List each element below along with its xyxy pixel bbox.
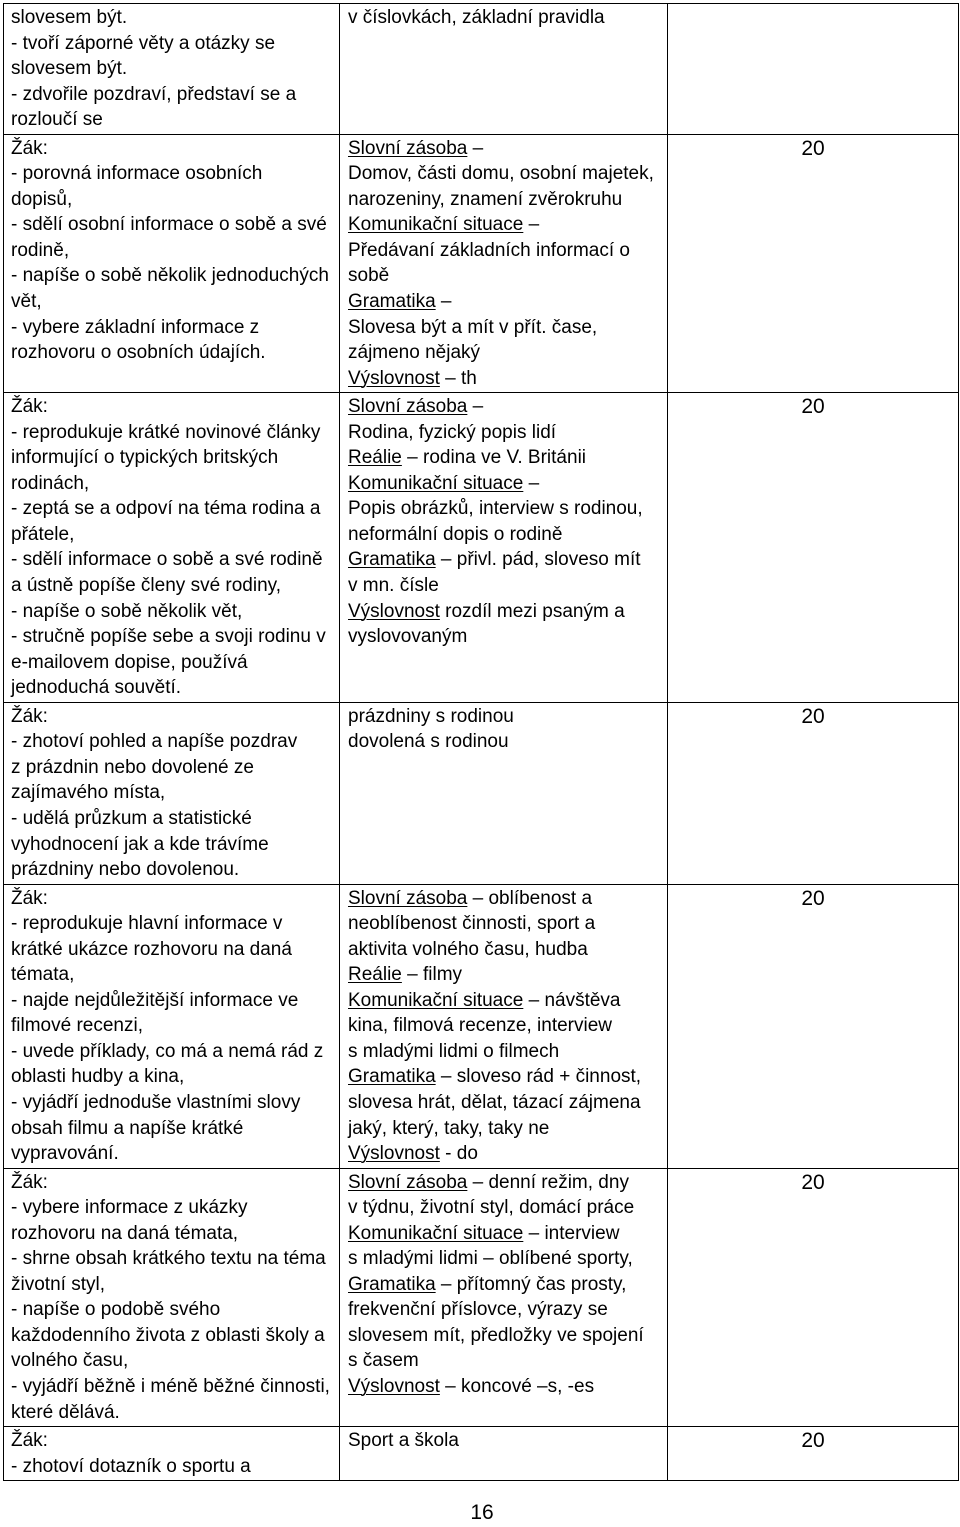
- outcome-line: - tvoří záporné věty a otázky se: [11, 32, 276, 54]
- content-line: [348, 599, 663, 625]
- outcome-line: jednoduchá souvětí.: [11, 677, 182, 699]
- topic-label: Slovní zásoba: [348, 887, 468, 909]
- hours-cell: [668, 4, 959, 135]
- content-cell: [340, 702, 668, 884]
- content-line: kina, filmová recenze, interview: [348, 1015, 612, 1037]
- topic-text: –: [528, 472, 540, 494]
- topic-text: – denní režim, dny: [472, 1171, 629, 1193]
- topic-text: –: [528, 214, 540, 236]
- outcome-line: informující o typických britských: [11, 447, 279, 469]
- table-row: [4, 4, 959, 135]
- outcome-line: a ústně popíše členy své rodiny,: [11, 575, 282, 597]
- topic-label: Slovní zásoba: [348, 396, 468, 418]
- outcome-line: Žák:: [11, 396, 48, 418]
- page-number: 16: [470, 1501, 494, 1524]
- topic-label: Gramatika: [348, 1066, 436, 1088]
- outcome-line: Žák:: [11, 1430, 48, 1452]
- hours-cell: [668, 393, 959, 703]
- outcomes-cell: [4, 702, 340, 884]
- content-line: [348, 1221, 663, 1247]
- table-row: [4, 1427, 959, 1481]
- outcome-line: - reprodukuje hlavní informace v: [11, 913, 283, 935]
- topic-label: Komunikační situace: [348, 214, 524, 236]
- outcome-line: e-mailovem dopise, používá: [11, 651, 248, 673]
- outcomes-cell: [4, 1168, 340, 1426]
- curriculum-table-body: [4, 4, 959, 1481]
- outcome-line: - vybere základní informace z: [11, 316, 260, 338]
- content-cell: [340, 393, 668, 703]
- outcome-line: - vybere informace z ukázky: [11, 1197, 248, 1219]
- content-line: s mladými lidmi o filmech: [348, 1040, 560, 1062]
- outcome-line: rozloučí se: [11, 109, 103, 131]
- content-cell: [340, 134, 668, 392]
- outcome-line: - napíše o sobě několik jednoduchých: [11, 265, 329, 287]
- outcome-line: slovesem být.: [11, 58, 128, 80]
- topic-text: rozdíl mezi psaným a: [445, 600, 625, 622]
- outcome-line: - shrne obsah krátkého textu na téma: [11, 1248, 326, 1270]
- hours-value: 20: [801, 395, 825, 419]
- topic-text: –: [472, 137, 484, 159]
- content-line: Slovesa být a mít v přít. čase,: [348, 316, 598, 338]
- topic-text: –: [440, 291, 452, 313]
- table-row: [4, 1168, 959, 1426]
- topic-label: Reálie: [348, 964, 402, 986]
- topic-text: – koncové –s, -es: [445, 1375, 595, 1397]
- outcome-line: Žák:: [11, 1171, 48, 1193]
- topic-label: Gramatika: [348, 1273, 436, 1295]
- content-line: [348, 886, 663, 912]
- hours-value: 20: [801, 1170, 825, 1194]
- outcome-line: - zhotoví dotazník o sportu a: [11, 1455, 251, 1477]
- curriculum-table: [3, 3, 959, 1481]
- content-line: slovesem mít, předložky ve spojení: [348, 1324, 644, 1346]
- content-line: [348, 547, 663, 573]
- outcomes-cell: [4, 884, 340, 1168]
- content-line: s mladými lidmi – oblíbené sporty,: [348, 1248, 633, 1270]
- outcome-line: obsah filmu a napíše krátké: [11, 1117, 244, 1139]
- content-line: dovolená s rodinou: [348, 731, 509, 753]
- topic-label: Slovní zásoba: [348, 137, 468, 159]
- hours-value: 20: [801, 1429, 825, 1453]
- topic-label: Výslovnost: [348, 367, 440, 389]
- outcome-line: filmové recenzi,: [11, 1015, 143, 1037]
- hours-value: 20: [801, 136, 825, 160]
- content-line: sobě: [348, 265, 390, 287]
- outcome-line: rodině,: [11, 239, 70, 261]
- outcome-line: - stručně popíše sebe a svoji rodinu v: [11, 626, 326, 648]
- outcome-line: - zeptá se a odpoví na téma rodina a: [11, 498, 321, 520]
- outcome-line: - najde nejdůležitější informace ve: [11, 989, 299, 1011]
- outcome-line: vět,: [11, 291, 42, 313]
- topic-text: –: [472, 396, 484, 418]
- outcome-line: - udělá průzkum a statistické: [11, 807, 252, 829]
- content-line: Rodina, fyzický popis lidí: [348, 421, 557, 443]
- outcome-line: rozhovoru o osobních údajích.: [11, 342, 266, 364]
- topic-text: – návštěva: [528, 989, 621, 1011]
- outcome-line: rodinách,: [11, 472, 90, 494]
- topic-label: Výslovnost: [348, 1143, 440, 1165]
- topic-text: – filmy: [407, 964, 463, 986]
- outcome-line: rozhovoru na daná témata,: [11, 1222, 239, 1244]
- topic-text: – interview: [528, 1222, 620, 1244]
- content-line: [348, 1141, 663, 1167]
- outcome-line: životní styl,: [11, 1273, 105, 1295]
- outcome-line: - zhotoví pohled a napíše pozdrav: [11, 731, 298, 753]
- outcome-line: Žák:: [11, 705, 48, 727]
- topic-label: Komunikační situace: [348, 1222, 524, 1244]
- outcome-line: každodenního života z oblasti školy a: [11, 1324, 325, 1346]
- outcomes-cell: [4, 393, 340, 703]
- content-line: v týdnu, životní styl, domácí práce: [348, 1197, 635, 1219]
- outcome-line: prázdniny nebo dovolenou.: [11, 859, 240, 881]
- outcome-line: - uvede příklady, co má a nemá rád z: [11, 1040, 324, 1062]
- content-cell: [340, 1168, 668, 1426]
- content-line: [348, 471, 663, 497]
- content-line: prázdniny s rodinou: [348, 705, 514, 727]
- content-line: zájmeno nějaký: [348, 342, 481, 364]
- outcome-line: - sdělí informace o sobě a své rodině: [11, 549, 323, 571]
- hours-cell: [668, 134, 959, 392]
- content-line: s časem: [348, 1350, 419, 1372]
- topic-text: – oblíbenost a: [472, 887, 593, 909]
- content-line: [348, 366, 663, 392]
- table-row: [4, 702, 959, 884]
- topic-label: Komunikační situace: [348, 989, 524, 1011]
- outcome-line: - vyjádří běžně i méně běžné činnosti,: [11, 1375, 330, 1397]
- content-line: [348, 1170, 663, 1196]
- topic-text: – th: [445, 367, 477, 389]
- content-line: Sport a škola: [348, 1430, 459, 1452]
- topic-label: Slovní zásoba: [348, 1171, 468, 1193]
- outcome-line: Žák:: [11, 887, 48, 909]
- content-cell: [340, 884, 668, 1168]
- outcome-line: - reprodukuje krátké novinové články: [11, 421, 321, 443]
- hours-cell: [668, 1427, 959, 1481]
- hours-cell: [668, 702, 959, 884]
- topic-text: - do: [445, 1143, 478, 1165]
- outcomes-cell: [4, 4, 340, 135]
- content-line: [348, 289, 663, 315]
- content-line: frekvenční příslovce, výrazy se: [348, 1299, 608, 1321]
- topic-label: Reálie: [348, 447, 402, 469]
- content-line: [348, 445, 663, 471]
- table-row: [4, 134, 959, 392]
- outcomes-cell: [4, 1427, 340, 1481]
- outcome-line: z prázdnin nebo dovolené ze: [11, 756, 254, 778]
- content-line: [348, 136, 663, 162]
- content-line: [348, 1272, 663, 1298]
- outcome-line: volného času,: [11, 1350, 129, 1372]
- content-line: neformální dopis o rodině: [348, 523, 563, 545]
- outcome-line: Žák:: [11, 137, 48, 159]
- topic-text: – přivl. pád, sloveso mít: [440, 549, 641, 571]
- hours-cell: [668, 884, 959, 1168]
- topic-text: – přítomný čas prosty,: [440, 1273, 627, 1295]
- outcome-line: - napíše o podobě svého: [11, 1299, 221, 1321]
- topic-text: – sloveso rád + činnost,: [440, 1066, 642, 1088]
- hours-cell: [668, 1168, 959, 1426]
- content-line: [348, 212, 663, 238]
- content-line: narozeniny, znamení zvěrokruhu: [348, 188, 623, 210]
- topic-label: Komunikační situace: [348, 472, 524, 494]
- outcome-line: - sdělí osobní informace o sobě a své: [11, 214, 327, 236]
- hours-value: 20: [801, 886, 825, 910]
- content-line: [348, 962, 663, 988]
- outcome-line: - porovná informace osobních: [11, 163, 263, 185]
- content-cell: [340, 1427, 668, 1481]
- content-line: [348, 988, 663, 1014]
- content-line: vyslovovaným: [348, 626, 468, 648]
- content-line: Domov, části domu, osobní majetek,: [348, 163, 654, 185]
- outcome-line: oblasti hudby a kina,: [11, 1066, 185, 1088]
- content-line: slovesa hrát, dělat, tázací zájmena: [348, 1091, 641, 1113]
- topic-label: Výslovnost: [348, 1375, 440, 1397]
- outcome-line: - napíše o sobě několik vět,: [11, 600, 243, 622]
- content-line: jaký, který, taky, taky ne: [348, 1117, 550, 1139]
- topic-label: Gramatika: [348, 291, 436, 313]
- topic-text: – rodina ve V. Británii: [407, 447, 587, 469]
- content-line: Předávaní základních informací o: [348, 239, 630, 261]
- hours-value: 20: [801, 704, 825, 728]
- outcome-line: slovesem být.: [11, 7, 128, 28]
- content-line: [348, 1064, 663, 1090]
- outcome-line: - vyjádří jednoduše vlastními slovy: [11, 1091, 301, 1113]
- content-line: [348, 394, 663, 420]
- content-line: aktivita volného času, hudba: [348, 938, 588, 960]
- outcome-line: které dělává.: [11, 1401, 120, 1423]
- table-row: [4, 393, 959, 703]
- content-line: neoblíbenost činnosti, sport a: [348, 913, 596, 935]
- content-cell: [340, 4, 668, 135]
- outcome-line: vyhodnocení jak a kde trávíme: [11, 833, 269, 855]
- outcome-line: přátele,: [11, 523, 75, 545]
- outcome-line: témata,: [11, 964, 75, 986]
- outcome-line: - zdvořile pozdraví, představí se a: [11, 83, 297, 105]
- table-row: [4, 884, 959, 1168]
- outcome-line: zajímavého místa,: [11, 782, 166, 804]
- content-line: v mn. čísle: [348, 575, 439, 597]
- topic-label: Gramatika: [348, 549, 436, 571]
- topic-label: Výslovnost: [348, 600, 440, 622]
- content-line: v číslovkách, základní pravidla: [348, 7, 605, 28]
- content-line: Popis obrázků, interview s rodinou,: [348, 498, 643, 520]
- outcome-line: dopisů,: [11, 188, 73, 210]
- outcome-line: krátké ukázce rozhovoru na daná: [11, 938, 292, 960]
- outcome-line: vypravování.: [11, 1143, 119, 1165]
- content-line: [348, 1374, 663, 1400]
- outcomes-cell: [4, 134, 340, 392]
